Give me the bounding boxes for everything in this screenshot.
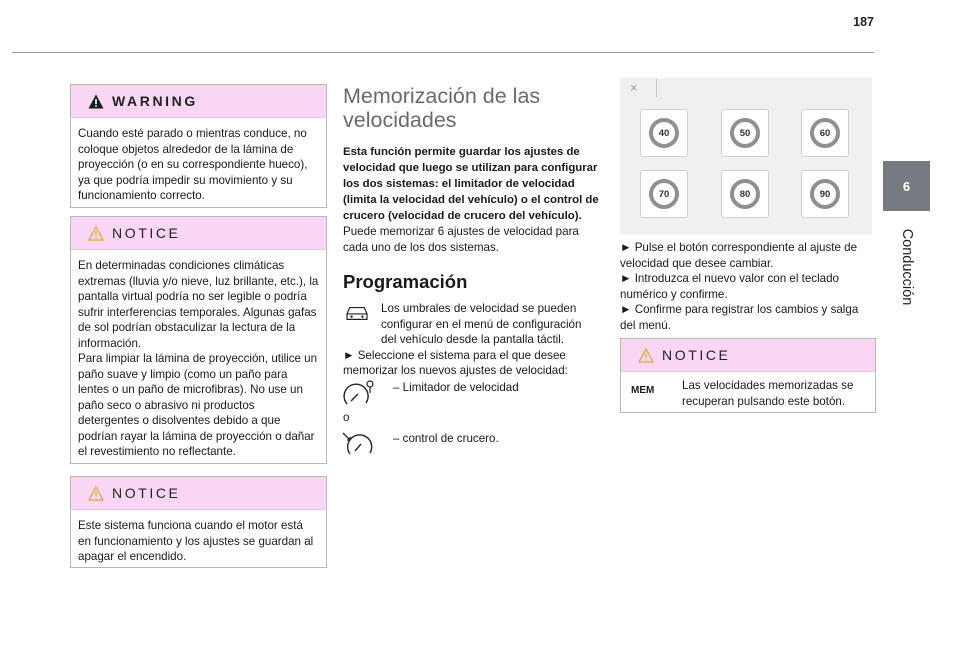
warning-text: Cuando esté parado o mientras conduce, no coloque objetos alrededor de la lámina de proyección (o en su correspondiente hueco), ya que podría impedir su movimiento y su funcionamiento correcto. [78,127,308,202]
notice1-paragraph: Para limpiar la lámina de proyección, utilice un paño suave y limpio (como un paño para lentes o un paño de microfibras). No use un paño seco o abrasivo ni productos detergentes o disolventes debido a que podrían rayar la lámina de proyección o dañar el revestimiento no reflectante. [78,352,318,458]
notice-box-1 [70,216,327,464]
step-item: ► Confirme para registrar los cambios y salga del menú. [620,303,859,332]
step-item: ► Introduzca el nuevo valor con el teclado numérico y confirme. [620,272,840,301]
programming-text-2: ► Seleccione el sistema para el que desee memorizar los nuevos ajustes de velocidad: [343,348,568,377]
car-settings-icon [343,303,371,323]
speed-preset-button[interactable] [721,170,769,218]
option-limiter [343,379,599,409]
caution-icon [88,226,104,241]
or-label: o [343,410,350,424]
notice-title-2: NOTICE [112,485,181,501]
programming-text-1: Los umbrales de velocidad se pueden configurar en el menú de configuración del vehículo desde la pantalla táctil. [381,302,582,346]
speed-preset-button[interactable] [640,109,688,157]
section-title: Memorización de las velocidades [343,84,541,132]
notice-header-1 [71,217,326,250]
warning-title: WARNING [112,93,198,109]
notice3-text: Las velocidades memorizadas se recuperan pulsando este botón. [682,379,854,408]
chapter-title: Conducción [899,228,915,306]
speed-sign: 60 [810,118,840,148]
warning-icon [88,94,104,109]
notice1-paragraph: En determinadas condiciones climáticas extremas (lluvia y/o nieve, luz brillante, etc.), la pantalla virtual podría no ser legible o podría sufrir interferencias temporales. Algunas gafas de sol podrían obstaculizar la lectura de la información. [78,259,319,350]
speed-settings-screen [620,78,872,234]
speed-sign: 90 [810,179,840,209]
notice-box-2 [70,476,327,568]
section-intro: Puede memorizar 6 ajustes de velocidad para cada uno de los dos sistemas. [343,225,579,254]
option-limiter-label: – Limitador de velocidad [393,380,519,394]
chapter-tab[interactable]: 6 [883,161,930,211]
programming-title: Programación [343,271,468,292]
speed-preset-button[interactable] [801,170,849,218]
close-icon[interactable]: × [630,80,638,95]
option-cruise-label: – control de crucero. [393,432,499,445]
programming-text-block [343,301,599,348]
notice-box-3 [620,338,876,413]
option-cruise [343,427,599,457]
speed-limiter-icon [341,379,377,409]
section-intro-bold: Esta función permite guardar los ajustes de velocidad que luego se utilizan para configurar los dos sistemas: el limitador de velocidad (limita la velocidad del vehículo) o el control de crucero (velocidad de crucero del vehículo). [343,146,599,222]
notice-header-3 [621,339,875,372]
speed-preset-button[interactable] [721,109,769,157]
caution-icon [638,348,654,363]
notice-title-3: NOTICE [662,347,731,363]
mem-button-label: MEM [631,385,655,396]
speed-memory-section [343,84,599,457]
warning-header [71,85,326,118]
speed-sign: 50 [730,118,760,148]
header-rule [12,52,874,53]
speed-preset-button[interactable] [640,170,688,218]
speed-sign: 80 [730,179,760,209]
cruise-control-icon [341,427,377,457]
screen-divider [656,79,657,97]
warning-box [70,84,327,208]
notice-title-1: NOTICE [112,225,181,241]
speed-preset-button[interactable] [801,109,849,157]
page-number: 187 [853,15,874,29]
step-item: ► Pulse el botón correspondiente al ajuste de velocidad que desee cambiar. [620,241,858,270]
notice2-text: Este sistema funciona cuando el motor está en funcionamiento y los ajustes se guardan al apagar el encendido. [78,519,314,563]
steps-list [620,240,874,333]
speed-sign: 40 [649,118,679,148]
caution-icon [88,486,104,501]
speed-sign: 70 [649,179,679,209]
notice-header-2 [71,477,326,510]
